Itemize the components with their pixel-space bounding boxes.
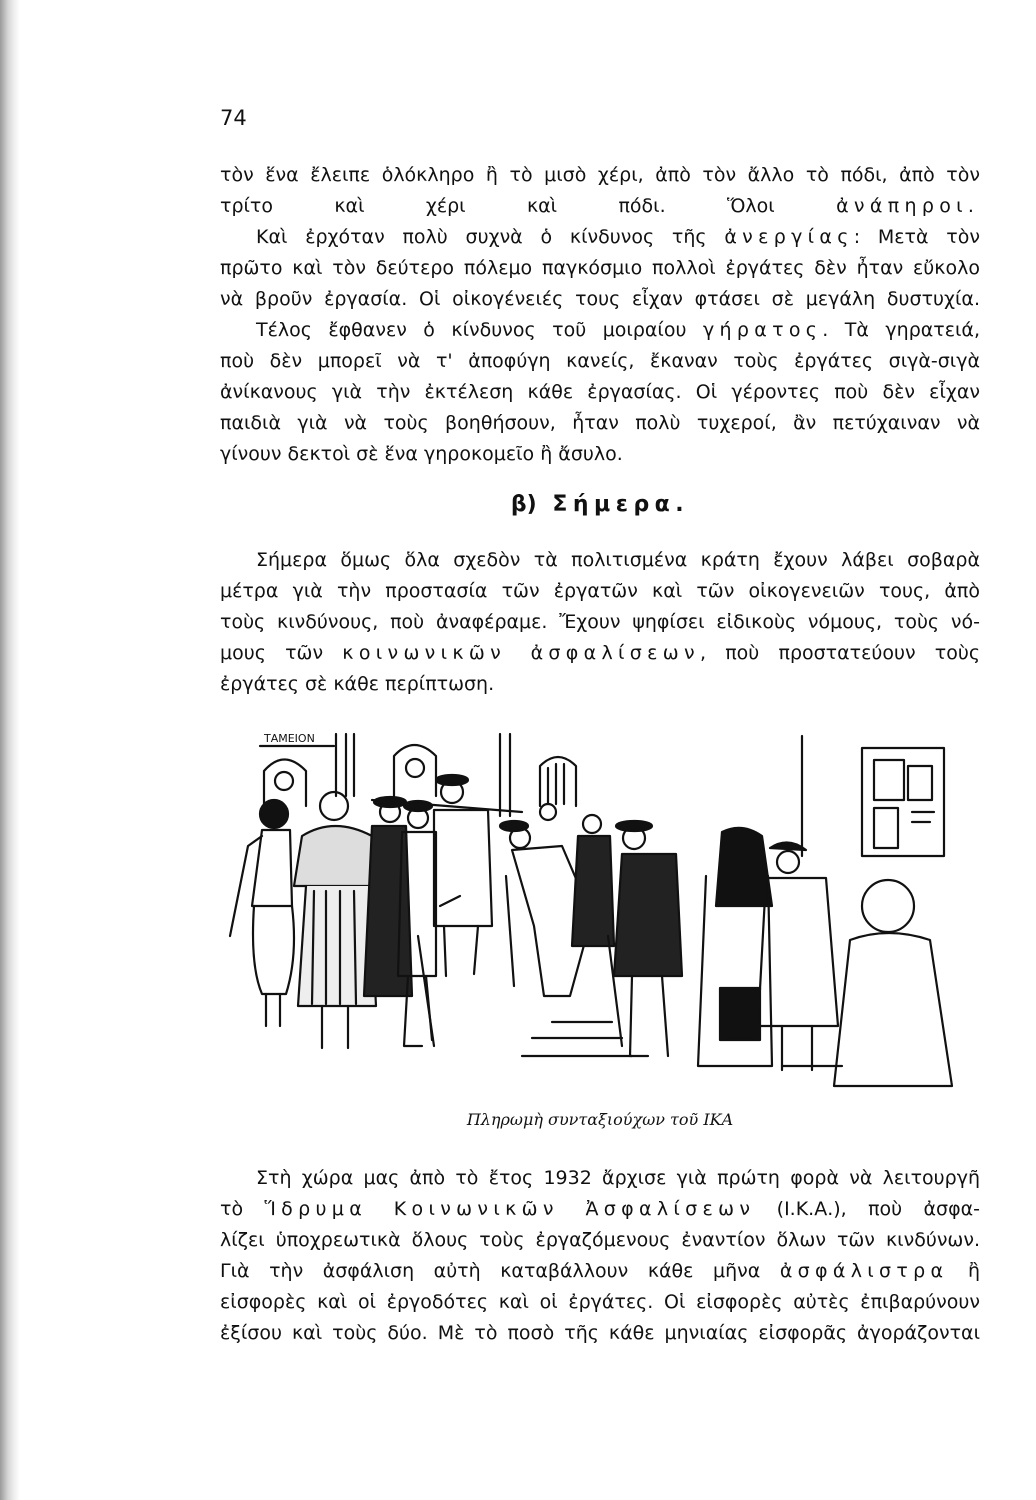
man-with-cane-figure: [608, 821, 682, 1056]
paragraph-risks: [220, 160, 980, 470]
bald-man-back-figure: [834, 880, 952, 1086]
text-line: τὸ Ἵδρυμα Κοινωνικῶν Ἀσφαλίσεων (Ι.Κ.Α.), ποὺ ἀσφα-: [220, 1198, 981, 1220]
paragraph-today: [220, 545, 980, 700]
section-marker: β): [510, 492, 537, 517]
cashier-sign-text: ΤΑΜΕΙΟΝ: [264, 732, 315, 745]
text-line: νὰ βροῦν ἐργασία. Οἱ οἰκογένειές τους εἶχαν φτάσει σὲ μεγάλη δυστυχία.: [220, 288, 980, 310]
text-line: Καὶ ἐρχόταν πολὺ συχνὰ ὁ κίνδυνος τῆς ἀνεργίας: Μετὰ τὸν: [256, 226, 980, 248]
text-line: Τέλος ἔφθανεν ὁ κίνδυνος τοῦ μοιραίου γήρατος. Τὰ γηρατειά,: [256, 319, 980, 341]
text-line: μέτρα γιὰ τὴν προστασία τῶν ἐργατῶν καὶ τῶν οἰκογενειῶν τους, ἀπὸ: [220, 580, 980, 602]
text-line: μους τῶν κοινωνικῶν ἀσφαλίσεων, ποὺ προστατεύουν τοὺς: [220, 642, 981, 664]
veiled-woman-figure: [698, 828, 772, 1066]
text-line: ἀνίκανους γιὰ τὴν ἐκτέλεση κάθε ἐργασίας. Οἱ γέροντες ποὺ δὲν εἶχαν: [220, 381, 980, 403]
section-title: Σήμερα.: [552, 492, 690, 517]
text-line: γίνουν δεκτοὶ σὲ ἕνα γηροκομεῖο ἢ ἄσυλο.: [220, 443, 623, 465]
page-binding-edge: [0, 0, 20, 1500]
bent-old-man-figure: [500, 804, 614, 996]
text-line: τρίτο καὶ χέρι καὶ πόδι. Ὅλοι ἀνάπηροι.: [220, 195, 974, 217]
text-line: ποὺ δὲν μπορεῖ νὰ τ' ἀποφύγη κανείς, ἔκαναν τοὺς ἐργάτες σιγὰ-σιγὰ: [220, 350, 980, 372]
text-line: εἰσφορὲς καὶ οἱ ἐργοδότες καὶ οἱ ἐργάτες. Οἱ εἰσφορὲς αὐτὲς ἐπιβαρύνουν: [220, 1291, 980, 1313]
text-line: λίζει ὑποχρεωτικὰ ὅλους τοὺς ἐργαζόμενους ἐναντίον ὅλων τῶν κινδύνων.: [220, 1229, 980, 1251]
floor-lines: [522, 1022, 842, 1066]
clerk-head: [406, 759, 424, 777]
text-line: τὸν ἕνα ἔλειπε ὁλόκληρο ἢ τὸ μισὸ χέρι, ἀπὸ τὸν ἄλλο τὸ πόδι, ἀπὸ τὸν: [220, 164, 980, 186]
text-line: Σήμερα ὅμως ὅλα σχεδὸν τὰ πολιτισμένα κράτη ἔχουν λάβει σοβαρὰ: [256, 549, 980, 571]
woman-figure: [230, 800, 294, 1026]
notice-board: [862, 748, 944, 856]
text-line: πρῶτο καὶ τὸν δεύτερο πόλεμο παγκόσμιο πολλοὶ ἐργάτες δὲν ἦταν εὔκολο: [220, 257, 980, 279]
illustration-caption: Πληρωμὴ συνταξιούχων τοῦ ΙΚΑ: [466, 1110, 734, 1129]
paragraph-ika: [220, 1163, 980, 1349]
text-line: παιδιὰ γιὰ νὰ τοὺς βοηθήσουν, ἦταν πολὺ τυχεροί, ἂν πετύχαιναν νὰ: [220, 412, 980, 434]
text-line: τοὺς κινδύνους, ποὺ ἀναφέραμε. Ἔχουν ψηφίσει εἰδικοὺς νόμους, τοὺς νό-: [220, 611, 980, 633]
text-line: ἐργάτες σὲ κάθε περίπτωση.: [220, 673, 495, 695]
text-line: Γιὰ τὴν ἀσφάλιση αὐτὴ καταβάλλουν κάθε μῆνα ἀσφάλιστρα ἢ: [220, 1260, 980, 1282]
pensioners-queue-illustration: [222, 726, 974, 1096]
text-line: Στὴ χώρα μας ἀπὸ τὸ ἔτος 1932 ἄρχισε γιὰ πρώτη φορὰ νὰ λειτουργῆ: [256, 1167, 980, 1189]
clerk-head: [275, 772, 293, 790]
page-number: 74: [220, 106, 247, 130]
text-line: ἐξίσου καὶ τοὺς δύο. Μὲ τὸ ποσὸ τῆς κάθε μηνιαίας εἰσφορᾶς ἀγοράζονται: [220, 1322, 980, 1344]
section-heading: [220, 492, 980, 517]
